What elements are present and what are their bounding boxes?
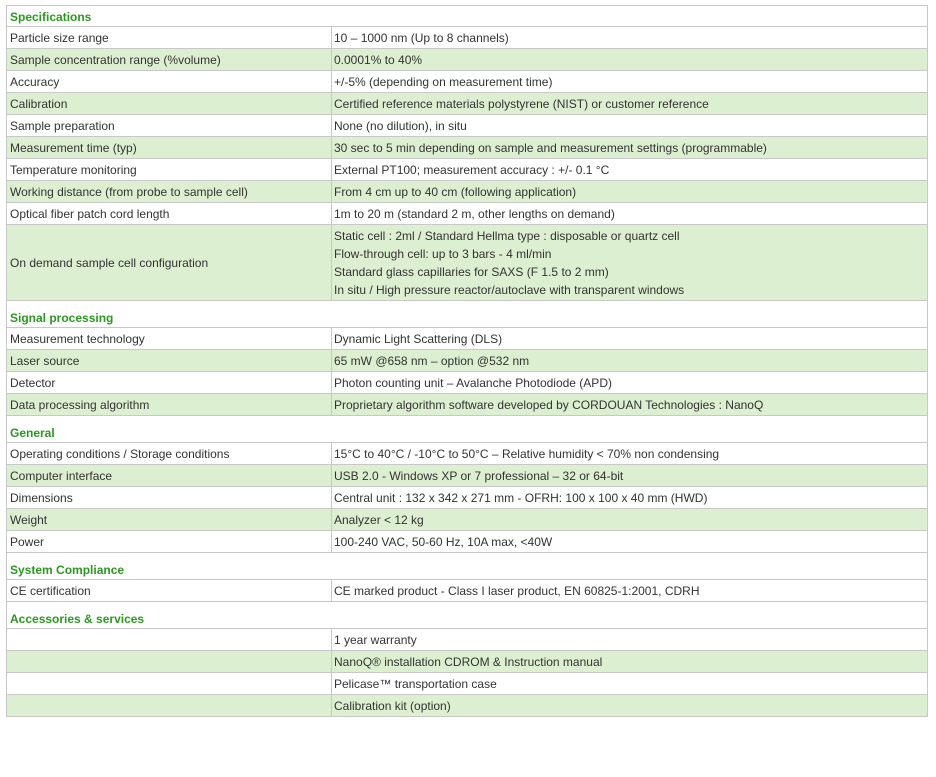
row-value: [332, 137, 927, 158]
row-value: [332, 71, 927, 92]
row-value: [332, 531, 927, 552]
table-row: [7, 180, 927, 202]
table-row: [7, 694, 927, 716]
row-label: Weight: [7, 509, 332, 530]
table-row: [7, 650, 927, 672]
row-value: [332, 181, 927, 202]
row-value: [332, 159, 927, 180]
row-value-line: Standard glass capillaries for SAXS (F 1.5 to 2 mm): [334, 264, 609, 279]
section-title: Specifications: [10, 10, 92, 24]
row-value: [332, 350, 927, 371]
table-row: [7, 672, 927, 694]
row-value: [332, 629, 927, 650]
row-value-line: Proprietary algorithm software developed by CORDOUAN Technologies : NanoQ: [334, 397, 764, 412]
section-4: [6, 601, 928, 716]
table-row: [7, 224, 927, 300]
row-value-line: 30 sec to 5 min depending on sample and measurement settings (programmable): [334, 140, 767, 155]
row-label: Working distance (from probe to sample cell): [7, 181, 332, 202]
row-label: Accuracy: [7, 71, 332, 92]
row-value-line: External PT100; measurement accuracy : +/- 0.1 °C: [334, 162, 610, 177]
row-label: Detector: [7, 372, 332, 393]
row-label: Measurement technology: [7, 328, 332, 349]
row-label: Computer interface: [7, 465, 332, 486]
table-row: [7, 442, 927, 464]
row-value-line: 15°C to 40°C / -10°C to 50°C – Relative humidity < 70% non condensing: [334, 446, 720, 461]
row-value: [332, 394, 927, 415]
row-value: [332, 673, 927, 694]
row-label: [7, 651, 332, 672]
row-value-line: Photon counting unit – Avalanche Photodiode (APD): [334, 375, 612, 390]
section-title: System Compliance: [10, 563, 125, 577]
table-row: [7, 628, 927, 650]
section-title: General: [10, 426, 55, 440]
row-value-line: 1m to 20 m (standard 2 m, other lengths on demand): [334, 206, 615, 221]
row-value: [332, 203, 927, 224]
row-label: Particle size range: [7, 27, 332, 48]
row-value-line: Calibration kit (option): [334, 698, 451, 713]
row-value: [332, 115, 927, 136]
row-value: [332, 372, 927, 393]
row-value: [332, 509, 927, 530]
table-row: [7, 92, 927, 114]
row-label: Data processing algorithm: [7, 394, 332, 415]
table-row: [7, 371, 927, 393]
table-row: [7, 158, 927, 180]
table-row: [7, 70, 927, 92]
row-value: [332, 328, 927, 349]
row-value-line: Flow-through cell: up to 3 bars - 4 ml/min: [334, 246, 552, 261]
section-title: Accessories & services: [10, 612, 145, 626]
section-title: Signal processing: [10, 311, 114, 325]
spec-table: [6, 5, 928, 717]
section-1: [6, 300, 928, 415]
table-row: [7, 464, 927, 486]
section-2: [6, 415, 928, 552]
row-value-line: 0.0001% to 40%: [334, 52, 423, 67]
table-row: [7, 136, 927, 158]
row-label: Sample concentration range (%volume): [7, 49, 332, 70]
row-value-line: From 4 cm up to 40 cm (following application): [334, 184, 577, 199]
row-value-line: Static cell : 2ml / Standard Hellma type : disposable or quartz cell: [334, 228, 680, 243]
table-row: [7, 349, 927, 371]
table-row: [7, 48, 927, 70]
row-value-line: In situ / High pressure reactor/autoclave with transparent windows: [334, 282, 685, 297]
table-row: [7, 530, 927, 552]
row-value-line: Central unit : 132 x 342 x 271 mm - OFRH: 100 x 100 x 40 mm (HWD): [334, 490, 708, 505]
row-label: Temperature monitoring: [7, 159, 332, 180]
row-value: [332, 49, 927, 70]
table-bottom-border: [6, 716, 928, 717]
row-value: [332, 27, 927, 48]
table-row: [7, 579, 927, 601]
row-label: Calibration: [7, 93, 332, 114]
row-value-line: 65 mW @658 nm – option @532 nm: [334, 353, 530, 368]
row-value: [332, 695, 927, 716]
row-value: [332, 651, 927, 672]
row-label: Measurement time (typ): [7, 137, 332, 158]
row-value: [332, 580, 927, 601]
section-0: [6, 5, 928, 300]
table-row: [7, 508, 927, 530]
row-label: Laser source: [7, 350, 332, 371]
table-row: [7, 114, 927, 136]
row-value: [332, 225, 927, 300]
row-label: [7, 695, 332, 716]
row-label: Sample preparation: [7, 115, 332, 136]
row-label: [7, 673, 332, 694]
section-3: [6, 552, 928, 601]
row-label: CE certification: [7, 580, 332, 601]
table-row: [7, 202, 927, 224]
row-label: Dimensions: [7, 487, 332, 508]
row-value: [332, 465, 927, 486]
row-label: [7, 629, 332, 650]
row-value-line: 10 – 1000 nm (Up to 8 channels): [334, 30, 509, 45]
row-value: [332, 443, 927, 464]
row-value: [332, 93, 927, 114]
row-value-line: CE marked product - Class I laser product, EN 60825-1:2001, CDRH: [334, 583, 700, 598]
row-value-line: +/-5% (depending on measurement time): [334, 74, 553, 89]
row-value-line: 1 year warranty: [334, 632, 417, 647]
row-value-line: Analyzer < 12 kg: [334, 512, 424, 527]
row-value-line: Pelicase™ transportation case: [334, 676, 497, 691]
row-value: [332, 487, 927, 508]
table-row: [7, 327, 927, 349]
table-row: [7, 486, 927, 508]
table-row: [7, 393, 927, 415]
row-value-line: USB 2.0 - Windows XP or 7 professional – 32 or 64-bit: [334, 468, 624, 483]
row-label: Power: [7, 531, 332, 552]
row-value-line: NanoQ® installation CDROM & Instruction manual: [334, 654, 603, 669]
table-row: [7, 26, 927, 48]
row-label: On demand sample cell configuration: [7, 225, 332, 300]
row-label: Operating conditions / Storage conditions: [7, 443, 332, 464]
row-value-line: 100-240 VAC, 50-60 Hz, 10A max, <40W: [334, 534, 553, 549]
row-value-line: Certified reference materials polystyrene (NIST) or customer reference: [334, 96, 709, 111]
row-label: Optical fiber patch cord length: [7, 203, 332, 224]
row-value-line: Dynamic Light Scattering (DLS): [334, 331, 503, 346]
row-value-line: None (no dilution), in situ: [334, 118, 467, 133]
